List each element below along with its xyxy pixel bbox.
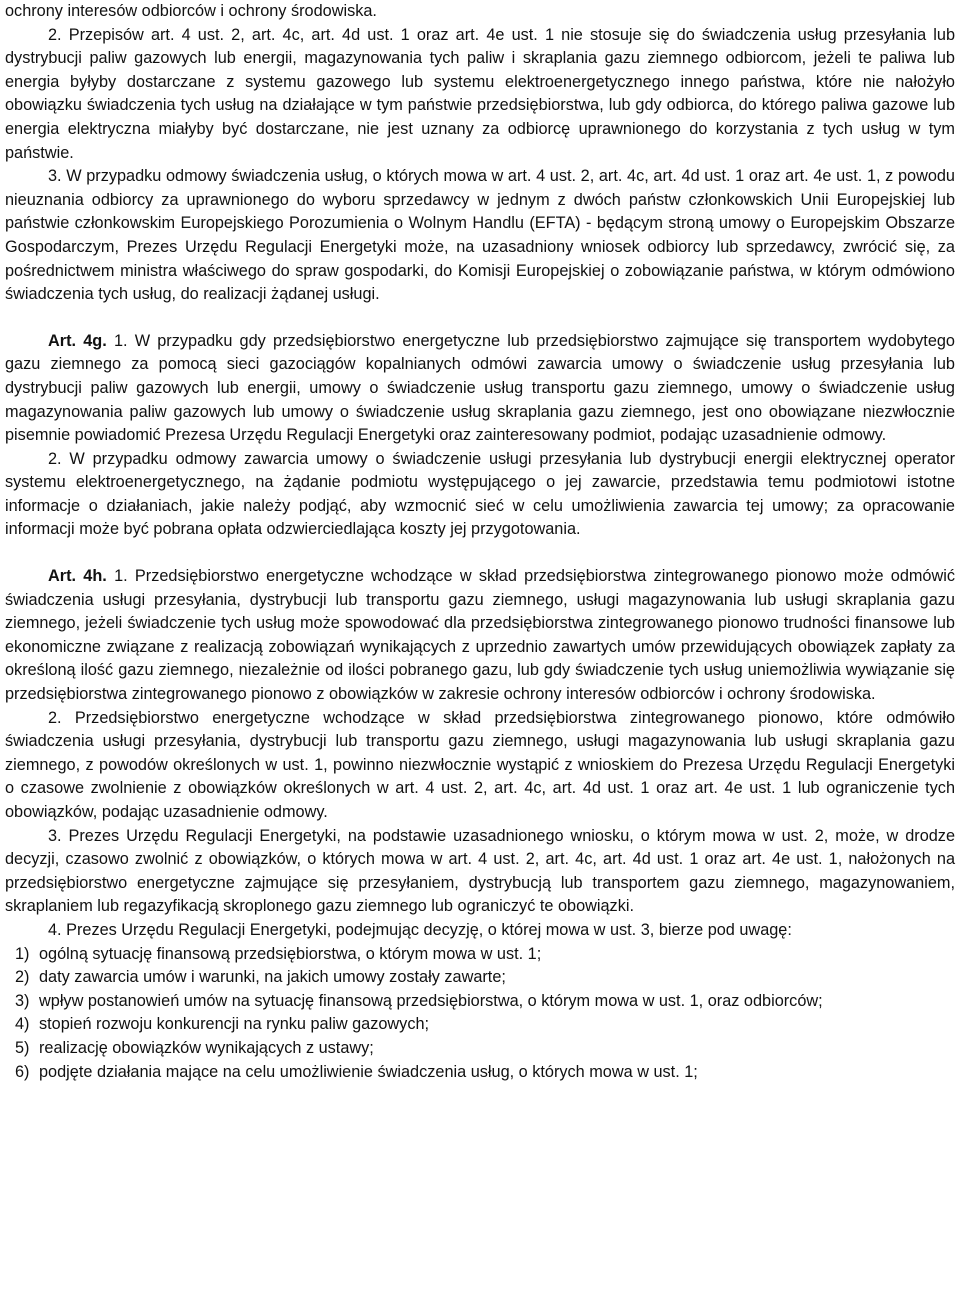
article-4g-ust-1-text: 1. W przypadku gdy przedsiębiorstwo energetyczne lub przedsiębiorstwo zajmujące się transportem wydobytego gazu ziemnego za pomocą sieci gazociągów kopalnianych odmówi zawarcia umowy o świadczenie usług przesyłania lub dystrybucji paliw gazowych lub energii, umowy o świadczenie usług transportu gazu ziemnego, umowy o świadczenie usług magazynowania paliw gazowych lub umowy o świadczenie usług skraplania gazu ziemnego, jest ono obowiązane niezwłocznie pisemnie powiadomić Prezesa Urzędu Regulacji Energetyki oraz zainteresowany podmiot, podając uzasadnienie odmowy. xyxy=(5,331,955,445)
list-item-number: 2) xyxy=(15,968,30,987)
article-4g-paragraph-2: 2. W przypadku odmowy zawarcia umowy o świadczenie usługi przesyłania lub dystrybucji energii elektrycznej operator systemu elektroenergetycznego, na żądanie podmiotu występującego o jej zawarcie, przedstawia temu podmiotowi istotne informacje o działaniach, jakie należy podjąć, aby wzmocnić sieć w celu umożliwienia zawarcia tej umowy; za opracowanie informacji może być pobrana opłata odzwierciedlająca koszty jej przygotowania. xyxy=(5,449,955,539)
document-page xyxy=(5,0,955,1084)
spacer xyxy=(5,542,955,565)
paragraph-ust-2: 2. Przepisów art. 4 ust. 2, art. 4c, art. 4d ust. 1 oraz art. 4e ust. 1 nie stosuje się do świadczenia usług przesyłania lub dystrybucji paliw gazowych lub energii, magazynowania tych paliw i skraplania gazu ziemnego odbiorcom, jeżeli te paliwa lub energia byłyby dostarczane z systemu gazowego lub systemu elektroenergetycznego innego państwa, które nie nałożyło obowiązku świadczenia tych usług na działające w tym państwie przedsiębiorstwa, lub gdy odbiorca, do którego paliwa gazowe lub energia elektryczna miałyby być dostarczane, nie jest uznany za odbiorcę uprawnionego do korzystania z tych usług w tym państwie. xyxy=(5,25,955,162)
list-item-text: daty zawarcia umów i warunki, na jakich umowy zostały zawarte; xyxy=(39,968,506,987)
article-4h-paragraph-4: 4. Prezes Urzędu Regulacji Energetyki, podejmując decyzję, o której mowa w ust. 3, bierze pod uwagę: xyxy=(48,920,792,939)
list-item xyxy=(5,1061,955,1085)
article-4h xyxy=(5,565,955,1084)
spacer xyxy=(5,307,955,330)
list-item-text: realizację obowiązków wynikających z ustawy; xyxy=(39,1038,374,1057)
list-item-number: 1) xyxy=(15,944,30,963)
list-item-number: 5) xyxy=(15,1038,30,1057)
article-4h-criteria-list xyxy=(5,943,955,1085)
list-item xyxy=(5,1037,955,1061)
list-item xyxy=(5,1013,955,1037)
article-4h-heading: Art. 4h. xyxy=(48,567,107,586)
paragraph-ust-3: 3. W przypadku odmowy świadczenia usług, o których mowa w art. 4 ust. 2, art. 4c, art. 4d ust. 1 oraz art. 4e ust. 1, z powodu nieuznania odbiorcy za uprawnionego do wyboru sprzedawcy w jednym z dwóch państw członkowskich Unii Europejskiej lub państwie członkowskim Europejskiego Porozumienia o Wolnym Handlu (EFTA) - będącym stroną umowy o Europejskim Obszarze Gospodarczym, Prezes Urzędu Regulacji Energetyki może, na uzasadniony wniosek odbiorcy lub sprzedawcy, zwrócić się, za pośrednictwem ministra właściwego do spraw gospodarki, do Komisji Europejskiej o zobowiązanie państwa, w którym odmówiono świadczenia tych usług, do realizacji żądanej usługi. xyxy=(5,167,955,304)
article-4h-paragraph-3: 3. Prezes Urzędu Regulacji Energetyki, na podstawie uzasadnionego wniosku, o którym mowa w ust. 2, może, w drodze decyzji, czasowo zwolnić z obowiązków, o których mowa w art. 4 ust. 2, art. 4c, art. 4d ust. 1 oraz art. 4e ust. 1, nałożonych na przedsiębiorstwo energetyczne zajmujące się przesyłaniem, dystrybucją lub transportem gazu ziemnego, magazynowaniem, skraplaniem lub regazyfikacją skroplonego gazu ziemnego lub ograniczyć te obowiązki. xyxy=(5,826,955,916)
list-item xyxy=(5,966,955,990)
article-4h-paragraph-2: 2. Przedsiębiorstwo energetyczne wchodzące w skład przedsiębiorstwa zintegrowanego pionowo, które odmówiło świadczenia usługi przesyłania, dystrybucji lub transportu gazu ziemnego, usługi magazynowania lub usługi skraplania gazu ziemnego, z powodów określonych w ust. 1, powinno niezwłocznie wystąpić z wnioskiem do Prezesa Urzędu Regulacji Energetyki o czasowe zwolnienie z obowiązków określonych w art. 4 ust. 2, art. 4c, art. 4d ust. 1 oraz art. 4e ust. 1 lub ograniczenie tych obowiązków, podając uzasadnienie odmowy. xyxy=(5,708,955,821)
section-continuation xyxy=(5,0,955,307)
list-item-text: wpływ postanowień umów na sytuację finansową przedsiębiorstwa, o którym mowa w ust. 1, oraz odbiorców; xyxy=(39,991,823,1010)
list-item-number: 6) xyxy=(15,1062,30,1081)
list-item-number: 4) xyxy=(15,1015,30,1034)
article-4g xyxy=(5,330,955,542)
list-item-text: podjęte działania mające na celu umożliwienie świadczenia usług, o których mowa w ust. 1; xyxy=(39,1062,698,1081)
article-4h-paragraph-1 xyxy=(5,565,955,707)
article-4g-heading: Art. 4g. xyxy=(48,331,107,350)
article-4g-paragraph-1 xyxy=(5,330,955,448)
list-item-number: 3) xyxy=(15,991,30,1010)
list-item xyxy=(5,990,955,1014)
article-4h-ust-1-text: 1. Przedsiębiorstwo energetyczne wchodzące w skład przedsiębiorstwa zintegrowanego pionowo może odmówić świadczenia usługi przesyłania, dystrybucji lub transportu gazu ziemnego, usługi magazynowania lub usługi skraplania gazu ziemnego, jeżeli świadczenie tych usług może spowodować dla przedsiębiorstwa zintegrowanego pionowo trudności finansowe lub ekonomiczne związane z realizacją zobowiązań wynikających z uprzednio zawartych umów przewidujących obowiązek zapłaty za określoną ilość gazu ziemnego, niezależnie od ilości pobranego gazu, lub gdy świadczenie tych usług uniemożliwia wywiązanie się przedsiębiorstwa zintegrowanego pionowo z obowiązków w zakresie ochrony interesów odbiorców i ochrony środowiska. xyxy=(5,567,956,704)
list-item-text: stopień rozwoju konkurencji na rynku paliw gazowych; xyxy=(39,1015,430,1034)
list-item xyxy=(5,943,955,967)
paragraph-continued: ochrony interesów odbiorców i ochrony środowiska. xyxy=(5,2,377,20)
list-item-text: ogólną sytuację finansową przedsiębiorstwa, o którym mowa w ust. 1; xyxy=(39,944,542,963)
